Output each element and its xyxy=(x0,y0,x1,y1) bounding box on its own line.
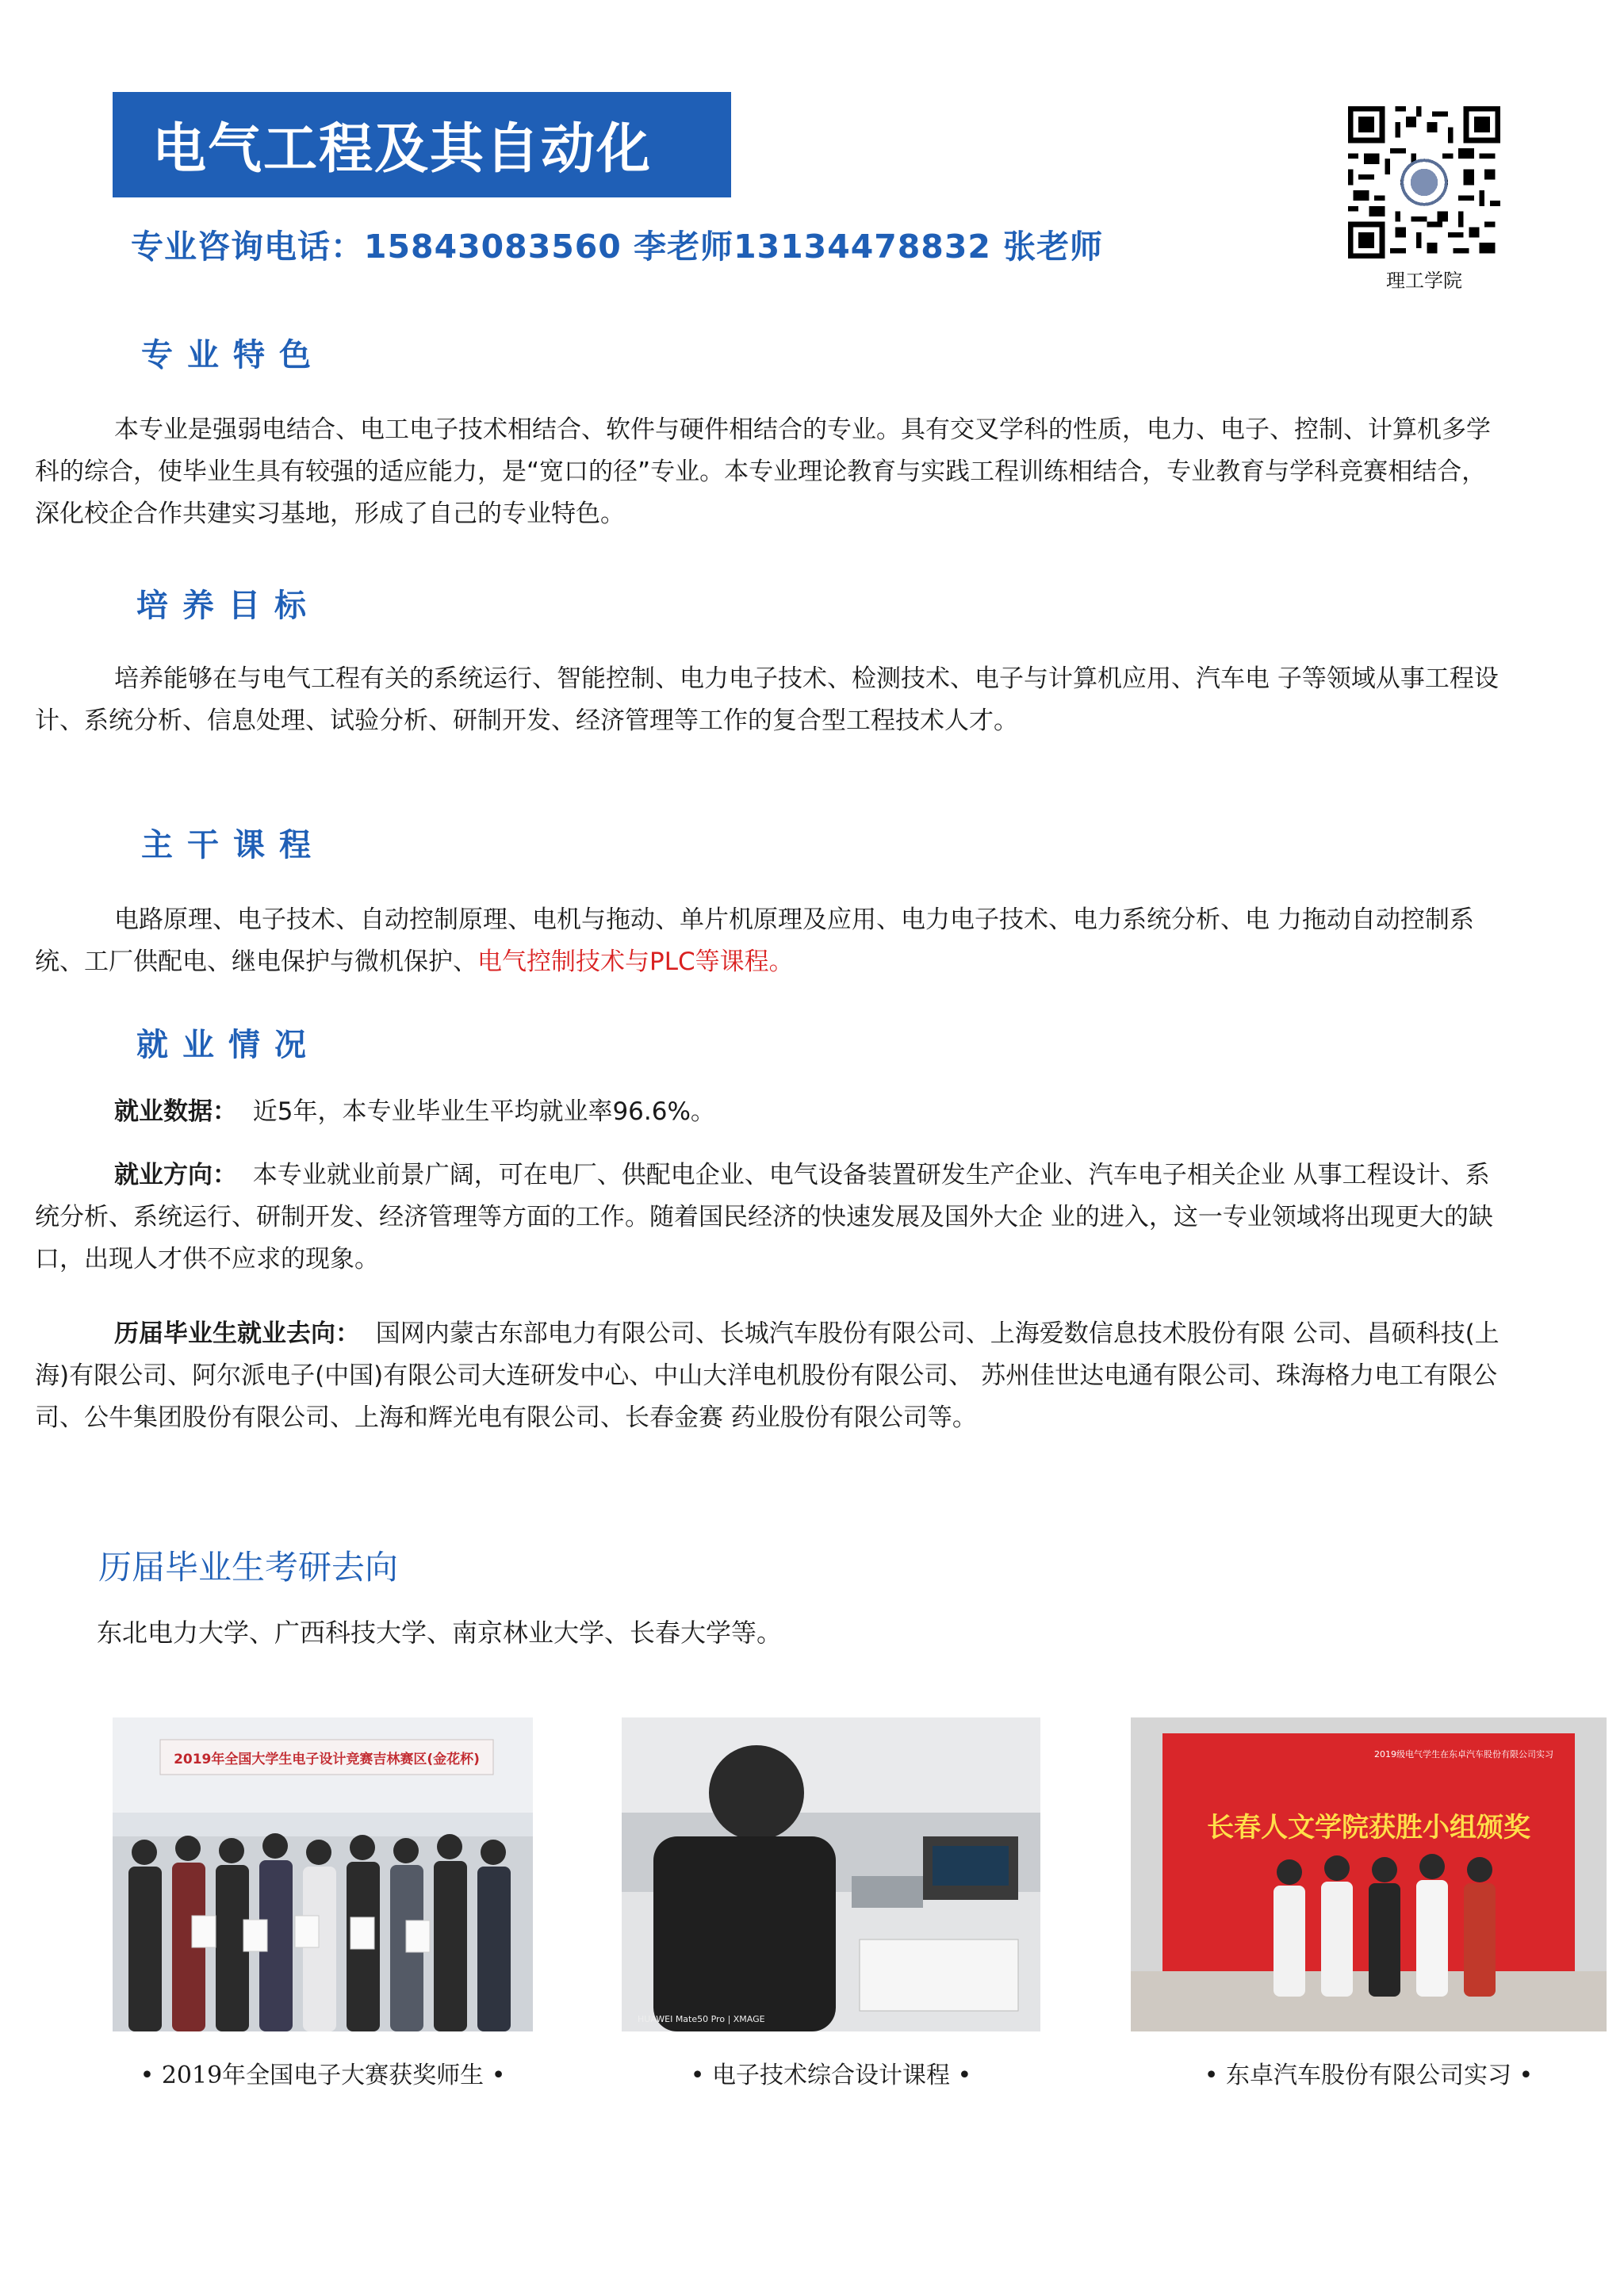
contact-phone: 专业咨询电话：15843083560 李老师13134478832 张老师 xyxy=(131,228,1104,266)
courses-text xyxy=(35,899,1508,983)
section-title-postgrad: 历届毕业生考研去向 xyxy=(98,1548,399,1587)
employment-data xyxy=(35,1091,1508,1133)
photo-internship xyxy=(1131,1717,1607,2031)
photo-internship-banner: 长春人文学院获胜小组颁奖 xyxy=(1207,1812,1530,1844)
title-banner xyxy=(113,92,731,197)
photo-award-caption: • 2019年全国电子大赛获奖师生 • xyxy=(140,2062,506,2089)
page-title: 电气工程及其自动化 xyxy=(152,118,653,181)
photo-lab-watermark: HUAWEI Mate50 Pro | XMAGE xyxy=(638,2014,765,2024)
courses-highlight: 电气控制技术与PLC等课程。 xyxy=(477,948,794,976)
section-title-courses: 主干课程 xyxy=(141,827,325,863)
photo-lab-course xyxy=(622,1717,1040,2031)
section-title-features: 专业特色 xyxy=(141,337,325,373)
employment-alumni-label: 历届毕业生就业去向： xyxy=(114,1319,360,1348)
photo-award-banner: 2019年全国大学生电子设计竞赛吉林赛区(金花杯) xyxy=(174,1752,480,1767)
qr-block xyxy=(1348,106,1500,293)
employment-data-text: 近5年，本专业毕业生平均就业率96.6%。 xyxy=(252,1097,715,1126)
employment-direction-label: 就业方向： xyxy=(114,1161,237,1189)
features-text: 本专业是强弱电结合、电工电子技术相结合、软件与硬件相结合的专业。具有交叉学科的性质，电力、电子、控制、计算机多学科的综合，使毕业生具有较强的适应能力，是“宽口的径”专业。本专业理论教育与实践工程训练相结合，专业教育与学科竞赛相结合，深化校企合作共建实习基地，形成了自己的专业特色。 xyxy=(35,415,1491,528)
courses-main: 电路原理、电子技术、自动控制原理、电机与拖动、单片机原理及应用、电力电子技术、电力系统分析、电 力拖动自动控制系统、工厂供配电、继电保护与微机保护、 xyxy=(35,906,1474,976)
employment-direction-text: 本专业就业前景广阔，可在电厂、供配电企业、电气设备装置研发生产企业、汽车电子相关企业 从事工程设计、系统分析、系统运行、研制开发、经济管理等方面的工作。随着国民经济的快速发展及国外大企 业的进入，这一专业领域将出现更大的缺口，出现人才供不应求的现象。 xyxy=(35,1161,1493,1273)
employment-alumni-text: 国网内蒙古东部电力有限公司、长城汽车股份有限公司、上海爱数信息技术股份有限 公司、昌硕科技(上海)有限公司、阿尔派电子(中国)有限公司大连研发中心、中山大洋电机股份有限公司、 苏州佳世达电通有限公司、珠海格力电工有限公司、公牛集团股份有限公司、上海和辉光电有限公司、长春金赛 药业股份有限公司等。 xyxy=(35,1319,1500,1432)
section-title-employment: 就业情况 xyxy=(136,1027,320,1063)
employment-alumni xyxy=(35,1313,1508,1439)
photo-lab-caption: • 电子技术综合设计课程 • xyxy=(690,2062,972,2089)
goals-text: 培养能够在与电气工程有关的系统运行、智能控制、电力电子技术、检测技术、电子与计算机应用、汽车电 子等领域从事工程设计、系统分析、信息处理、试验分析、研制开发、经济管理等工作的复合型工程技术人才。 xyxy=(35,664,1499,735)
photo-award-group xyxy=(113,1717,533,2031)
section-title-goals: 培养目标 xyxy=(136,588,320,624)
photo-internship-caption: • 东卓汽车股份有限公司实习 • xyxy=(1204,2062,1534,2089)
employment-data-label: 就业数据： xyxy=(114,1097,237,1126)
photo-internship-subbanner: 2019级电气学生在东卓汽车股份有限公司实习 xyxy=(1374,1749,1553,1759)
qr-label: 理工学院 xyxy=(1386,270,1462,292)
qr-code-icon xyxy=(1348,106,1500,258)
employment-direction xyxy=(35,1154,1508,1281)
postgrad-text: 东北电力大学、广西科技大学、南京林业大学、长春大学等。 xyxy=(97,1618,783,1648)
